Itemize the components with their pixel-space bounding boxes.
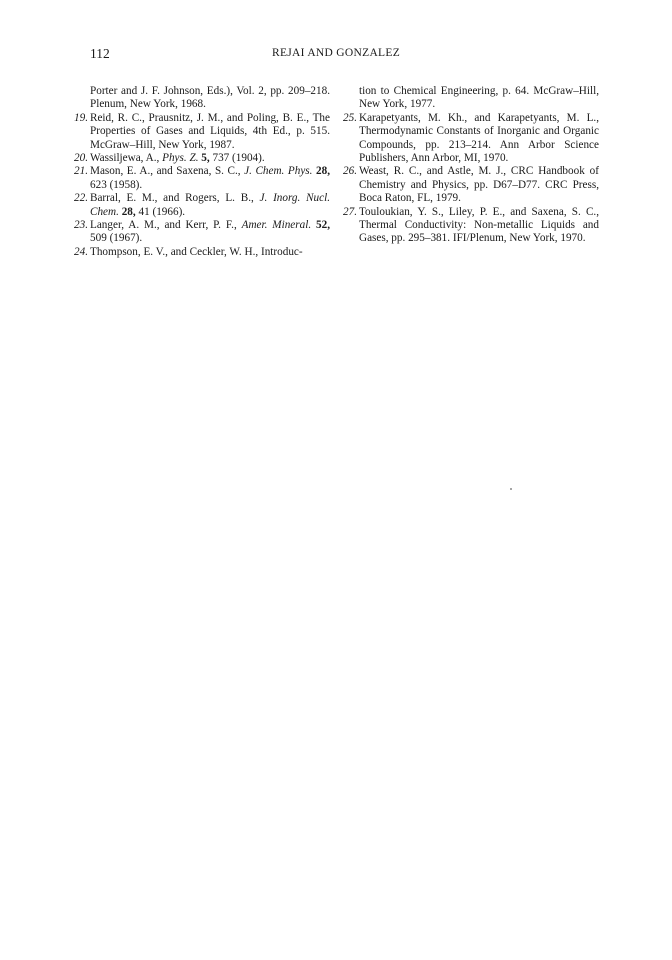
reference-item: [72, 192, 330, 219]
reference-item: [341, 206, 599, 246]
references-left-column: [72, 85, 330, 259]
reference-number: 21.: [74, 165, 88, 178]
reference-text: [359, 165, 599, 205]
reference-segment: Thompson, E. V., and Ceckler, W. H., Introduc-: [90, 245, 303, 258]
reference-segment: Mason, E. A., and Saxena, S. C.,: [90, 165, 245, 178]
reference-item: [72, 112, 330, 152]
reference-number: 19.: [74, 111, 88, 124]
reference-item: [72, 152, 330, 165]
reference-item: [72, 219, 330, 246]
journal-title: Phys. Z.: [162, 152, 199, 165]
reference-number: 27.: [343, 205, 357, 218]
reference-segment: Karapetyants, M. Kh., and Karapetyants, M. L., Thermodynamic Constants of Inorganic and Organic Compounds, pp. 213–214. Ann Arbor Science Publishers, Ann Arbor, MI, 1970.: [359, 111, 599, 165]
reference-text: [90, 112, 330, 152]
reference-segment: Reid, R. C., Prausnitz, J. M., and Poling, B. E., The Properties of Gases and Liquids, 4th Ed., p. 515. McGraw–Hill, New York, 1987.: [90, 111, 330, 151]
reference-segment: Weast, R. C., and Astle, M. J., CRC Handbook of Chemistry and Physics, pp. D67–D77. CRC Press, Boca Raton, FL, 1979.: [359, 165, 599, 205]
reference-list: [341, 112, 599, 246]
journal-title: J. Inorg. Nucl. Chem.: [90, 192, 330, 218]
reference-segment: Barral, E. M., and Rogers, L. B.,: [90, 192, 260, 205]
reference-segment: 737 (1904).: [209, 152, 265, 165]
reference-number: 20.: [74, 152, 88, 165]
reference-segment: Wassiljewa, A.,: [90, 152, 163, 165]
speck-mark: [510, 488, 512, 490]
reference-segment: Touloukian, Y. S., Liley, P. E., and Saxena, S. C., Thermal Conductivity: Non-metallic Liquids and Gases, pp. 295–381. IFI/Plenum, New York, 1970.: [359, 205, 599, 245]
reference-text: [90, 246, 330, 259]
reference-segment: 509 (1967).: [90, 232, 143, 245]
reference-item: [341, 112, 599, 166]
reference-text: [359, 206, 599, 246]
reference-number: 23.: [74, 219, 88, 232]
references-right-column: [341, 85, 599, 246]
reference-number: 24.: [74, 245, 88, 258]
reference-segment: Langer, A. M., and Kerr, P. F.,: [90, 219, 242, 232]
volume-number: 28,: [316, 165, 330, 178]
reference-number: 25.: [343, 111, 357, 124]
reference-text: [359, 112, 599, 166]
volume-number: 28,: [121, 205, 136, 218]
reference-continuation: Porter and J. F. Johnson, Eds.), Vol. 2, pp. 209–218. Plenum, New York, 1968.: [90, 85, 330, 111]
reference-continuation: tion to Chemical Engineering, p. 64. McGraw–Hill, New York, 1977.: [359, 85, 599, 111]
reference-text: [90, 219, 330, 246]
reference-item: [72, 246, 330, 259]
reference-text: [90, 152, 330, 165]
reference-text: [90, 165, 330, 192]
page-number: 112: [90, 46, 110, 61]
volume-number: 5,: [201, 152, 210, 165]
journal-title: Amer. Mineral.: [241, 219, 312, 232]
reference-item: [72, 165, 330, 192]
reference-segment: 623 (1958).: [90, 178, 143, 191]
reference-segment: 41 (1966).: [135, 205, 186, 218]
reference-item: [341, 165, 599, 205]
reference-list: [72, 112, 330, 259]
reference-text: [90, 192, 330, 219]
reference-number: 26.: [343, 165, 357, 178]
running-head: REJAI AND GONZALEZ: [271, 47, 401, 59]
journal-title: J. Chem. Phys.: [244, 165, 313, 178]
volume-number: 52,: [316, 219, 330, 232]
reference-number: 22.: [74, 192, 88, 205]
